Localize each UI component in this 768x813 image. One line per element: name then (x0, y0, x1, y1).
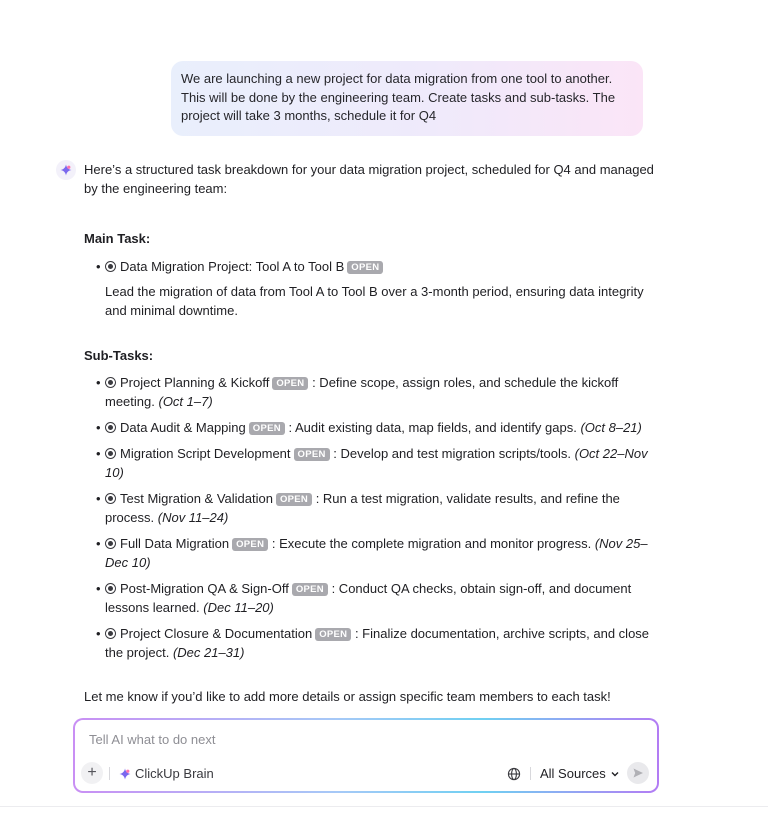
task-date: (Oct 1–7) (158, 394, 213, 409)
task-description: : Audit existing data, map fields, and identify gaps. (284, 420, 581, 435)
task-link[interactable]: Data Audit & Mapping (120, 420, 246, 435)
plus-icon: + (87, 764, 97, 781)
ai-response (84, 160, 654, 706)
status-badge: OPEN (232, 538, 268, 551)
sub-task-list (84, 373, 654, 662)
divider (109, 767, 110, 780)
main-task-description: Lead the migration of data from Tool A to Tool B over a 3-month period, ensuring data integrity and minimal downtime. (105, 284, 644, 318)
clickup-brain-icon (119, 768, 131, 780)
task-link[interactable]: Project Planning & Kickoff (120, 375, 270, 390)
status-badge: OPEN (347, 261, 383, 274)
task-status-icon (105, 493, 116, 504)
sub-tasks-heading: Sub-Tasks: (84, 348, 154, 363)
task-date: (Nov 25–Dec 10) (105, 536, 648, 570)
add-attachment-button[interactable] (81, 762, 103, 784)
prompt-composer (73, 718, 659, 793)
clickup-brain-avatar-icon (56, 160, 76, 180)
sources-label: All Sources (540, 766, 606, 781)
task-link[interactable]: Full Data Migration (120, 536, 230, 551)
status-badge: OPEN (272, 377, 308, 390)
send-button[interactable] (627, 762, 649, 784)
bullet: • (96, 446, 101, 461)
prompt-composer-body (75, 720, 657, 791)
sub-task-item (84, 373, 654, 411)
web-search-toggle[interactable] (507, 767, 521, 786)
bullet: • (96, 375, 101, 390)
response-outro: Let me know if you’d like to add more details or assign specific team members to each task! (84, 689, 611, 704)
task-description: : Define scope, assign roles, and schedule the kickoff meeting. (105, 375, 619, 409)
globe-icon (507, 767, 521, 781)
task-date: (Dec 21–31) (172, 645, 245, 660)
task-link[interactable]: Migration Script Development (120, 446, 291, 461)
bullet: • (96, 626, 101, 641)
brain-model-label: ClickUp Brain (135, 766, 214, 781)
task-status-icon (105, 628, 116, 639)
send-icon (632, 767, 644, 779)
main-task-heading: Main Task: (84, 231, 151, 246)
brain-model-selector[interactable] (119, 766, 214, 781)
task-status-icon (105, 538, 116, 549)
task-description: : Conduct QA checks, obtain sign-off, and document lessons learned. (105, 581, 632, 615)
status-badge: OPEN (292, 583, 328, 596)
status-badge: OPEN (276, 493, 312, 506)
bullet: • (96, 259, 101, 274)
status-badge: OPEN (294, 448, 330, 461)
user-message-bubble (171, 61, 643, 136)
sub-task-item (84, 579, 654, 617)
task-status-icon (105, 377, 116, 388)
sub-task-item (84, 489, 654, 527)
main-task-item (84, 257, 654, 276)
task-description: : Execute the complete migration and monitor progress. (268, 536, 595, 551)
task-link[interactable]: Data Migration Project: Tool A to Tool B (120, 259, 345, 274)
task-status-icon (105, 261, 116, 272)
bullet: • (96, 536, 101, 551)
sub-task-item (84, 534, 654, 572)
sub-task-item (84, 624, 654, 662)
user-message-text: We are launching a new project for data migration from one tool to another. This will be done by the engineering team. Create tasks and sub-tasks. The project will take 3 months, schedule it for Q4 (181, 71, 616, 123)
divider (530, 767, 531, 780)
sub-task-item (84, 418, 654, 437)
bullet: • (96, 491, 101, 506)
task-status-icon (105, 583, 116, 594)
sub-task-item (84, 444, 654, 482)
bullet: • (96, 581, 101, 596)
task-link[interactable]: Test Migration & Validation (120, 491, 273, 506)
task-description: : Run a test migration, validate results, and refine the process. (105, 491, 620, 525)
chevron-down-icon (610, 769, 620, 779)
response-intro: Here’s a structured task breakdown for your data migration project, scheduled for Q4 and managed by the engineering team: (84, 162, 654, 196)
sources-dropdown[interactable] (540, 766, 620, 781)
task-status-icon (105, 422, 116, 433)
bullet: • (96, 420, 101, 435)
status-badge: OPEN (249, 422, 285, 435)
task-date: (Oct 8–21) (580, 420, 642, 435)
main-task-list (84, 257, 654, 276)
task-date: (Nov 11–24) (157, 510, 229, 525)
status-badge: OPEN (315, 628, 351, 641)
task-description: : Finalize documentation, archive scripts, and close the project. (105, 626, 650, 660)
footer-divider (0, 806, 768, 807)
prompt-input[interactable] (89, 732, 629, 747)
task-link[interactable]: Post-Migration QA & Sign-Off (120, 581, 289, 596)
task-date: (Dec 11–20) (203, 600, 274, 615)
task-description: : Develop and test migration scripts/tools. (329, 446, 575, 461)
task-date: (Oct 22–Nov 10) (105, 446, 648, 480)
task-status-icon (105, 448, 116, 459)
task-link[interactable]: Project Closure & Documentation (120, 626, 313, 641)
